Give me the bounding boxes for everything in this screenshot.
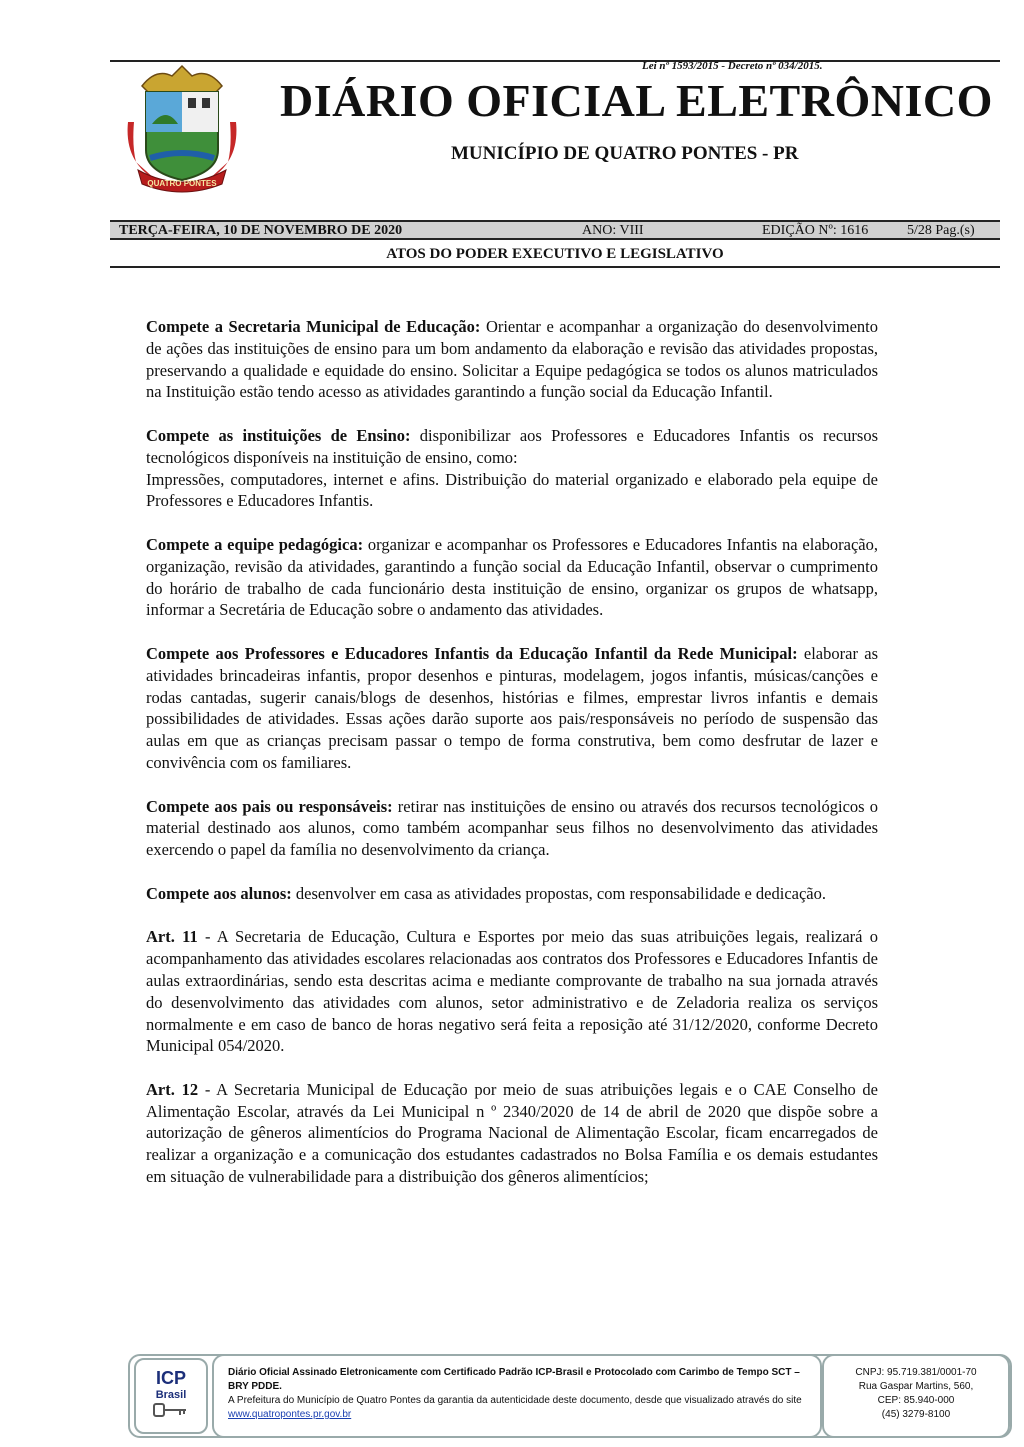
municipal-crest-icon — [116, 62, 248, 194]
paragraph-continuation: Impressões, computadores, internet e afins. Distribuição do material organizado e elaborado pela equipe de Professores e Educadores Infantis. — [146, 469, 878, 511]
page-title: DIÁRIO OFICIAL ELETRÔNICO — [280, 75, 993, 126]
paragraph — [146, 643, 878, 774]
footer-certification-text — [228, 1366, 808, 1422]
paragraph-lead: Compete aos Professores e Educadores Infantis da Educação Infantil da Rede Municipal: — [146, 643, 798, 663]
paragraph-lead: Compete a Secretaria Municipal de Educação: — [146, 317, 481, 336]
paragraph-lead: Compete aos alunos: — [146, 883, 292, 903]
info-bar — [110, 220, 1000, 240]
article-12 — [146, 1079, 878, 1188]
document-body — [146, 316, 878, 1210]
footer-signed-line: Diário Oficial Assinado Eletronicamente com Certificado Padrão ICP-Brasil e Protocolado com Carimbo de Tempo SCT – BRY PDDE. — [228, 1367, 800, 1392]
paragraph-text: disponibilizar aos Professores e Educadores Infantis os recursos tecnológicos disponíveis na instituição de ensino, como: — [146, 425, 878, 467]
footer-guarantee-line: A Prefeitura do Município de Quatro Pontes da garantia da autenticidade deste documento, desde que visualizado através do site — [228, 1395, 802, 1406]
article-number: Art. 12 — [146, 1079, 199, 1099]
edition-number: EDIÇÃO Nº: 1616 — [762, 223, 869, 238]
page-count: 5/28 Pag.(s) — [907, 223, 975, 238]
paragraph-text: elaborar as atividades brincadeiras infantis, propor desenhos e pinturas, modelagem, jogos infantis, músicas/canções e rodas cantadas, sugerir canais/blogs de desenhos, histórias e filmes, emprestar livros infantis e demais possibilidades de atividades. Essas ações darão suporte aos pais/responsáveis no período de suspensão das aulas em que as crianças precisam passar o tempo de forma construtiva, bem como desfrutar de lazer e convivência com os familiares. — [146, 643, 878, 772]
law-reference: Lei nº 1593/2015 - Decreto nº 034/2015. — [642, 60, 823, 72]
paragraph — [146, 425, 878, 512]
paragraph-lead: Compete a equipe pedagógica: — [146, 534, 364, 554]
article-11 — [146, 926, 878, 1057]
paragraph — [146, 883, 878, 905]
paragraph — [146, 796, 878, 861]
article-number: Art. 11 — [146, 927, 198, 947]
site-link[interactable]: www.quatropontes.pr.gov.br — [228, 1409, 352, 1420]
paragraph-lead: Compete aos pais ou responsáveis: — [146, 796, 393, 816]
footer-contact — [832, 1366, 1000, 1422]
article-text: - A Secretaria de Educação, Cultura e Esportes por meio das suas atribuições legais, realizará o acompanhamento das atividades escolares relacionadas aos contratos dos Professores e Educadores Infantis de aulas extraordinárias, sendo esta descritas acima e mediante comprovante de trabalho na sua jornada através do desenvolvimento das atividades com alunos, setor administrativo e de Zeladoria realiza os serviços normalmente e em caso de banco de horas negativo será feita a reposição até 31/12/2020, conforme Decreto Municipal 054/2020. — [146, 927, 878, 1056]
paragraph — [146, 534, 878, 621]
footer-phone: (45) 3279-8100 — [881, 1409, 951, 1420]
year-label: ANO: VIII — [582, 223, 644, 238]
section-rule — [110, 266, 1000, 268]
icp-logo-text: ICP — [155, 1368, 187, 1388]
paragraph — [146, 316, 878, 403]
article-text: - A Secretaria Municipal de Educação por meio de suas atribuições legais e o CAE Conselho de Alimentação Escolar, através da Lei Municipal n º 2340/2020 de 14 de abril de 2020 que dispõe sobre a autorização de gêneros alimentícios do Programa Nacional de Alimentação Escolar, ficam encarregados de realizar a organização e a comunicação dos estudantes cadastrados no Bolsa Família e os demais estudantes em situação de vulnerabilidade para a distribuição dos gêneros alimentícios; — [146, 1079, 878, 1187]
icp-logo-subtext: Brasil — [155, 1389, 187, 1401]
paragraph-text: retirar nas instituições de ensino ou através dos recursos tecnológicos o material destinado aos alunos, como também acompanhar seus filhos no desenvolvimento das atividades exercendo o papel da família no desenvolvimento da criança. — [146, 796, 878, 860]
crest-banner-text: QUATRO PONTES — [147, 179, 217, 188]
paragraph-text: organizar e acompanhar os Professores e Educadores Infantis na elaboração, organização, revisão da atividades, garantindo a função social da Educação Infantil, observar o cumprimento do horário de trabalho de cada funcionário desta instituição de ensino, organizar os grupos de whatsapp, informar a Secretária de Educação sobre o andamento das atividades. — [146, 534, 878, 620]
publication-date: TERÇA-FEIRA, 10 DE NOVEMBRO DE 2020 — [119, 223, 403, 238]
footer-guarantee — [228, 1394, 808, 1422]
footer-address: Rua Gaspar Martins, 560, — [858, 1381, 974, 1392]
footer-cep: CEP: 85.940-000 — [877, 1395, 955, 1406]
paragraph-text: Orientar e acompanhar a organização do desenvolvimento de ações das instituições de ensino para um bom andamento da elaboração e revisão das atividades propostas, preservando a qualidade e equidade do ensino. Solicitar a Equipe pedagógica se todos os alunos matriculados na Instituição estão tendo acesso as atividades garantindo a função social da Educação Infantil. — [146, 317, 879, 402]
paragraph-text: desenvolver em casa as atividades propostas, com responsabilidade e dedicação. — [291, 883, 826, 903]
section-title: ATOS DO PODER EXECUTIVO E LEGISLATIVO — [386, 246, 724, 262]
municipality-name: MUNICÍPIO DE QUATRO PONTES - PR — [451, 143, 799, 164]
footer-cnpj: CNPJ: 95.719.381/0001-70 — [855, 1367, 977, 1378]
paragraph-lead: Compete as instituições de Ensino: — [146, 425, 411, 445]
icp-brasil-logo-icon — [140, 1364, 202, 1428]
